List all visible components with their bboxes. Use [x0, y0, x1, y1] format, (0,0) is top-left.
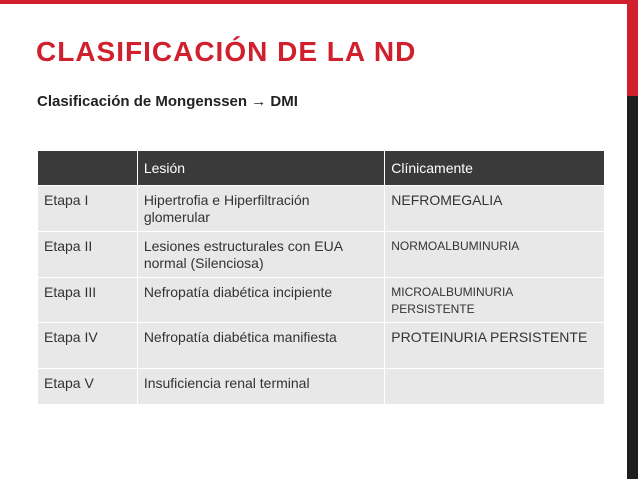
table-row — [38, 232, 605, 278]
cell-lesion: Insuficiencia renal terminal — [137, 369, 384, 405]
cell-clinical: MICROALBUMINURIA PERSISTENTE — [385, 278, 605, 323]
cell-stage: Etapa II — [38, 232, 138, 278]
table-row — [38, 369, 605, 405]
table-row — [38, 323, 605, 369]
cell-lesion: Hipertrofia e Hiperfiltración glomerular — [137, 186, 384, 232]
cell-lesion: Nefropatía diabética manifiesta — [137, 323, 384, 369]
cell-lesion: Lesiones estructurales con EUA normal (Silenciosa) — [137, 232, 384, 278]
cell-stage: Etapa V — [38, 369, 138, 405]
table-header-row — [38, 151, 605, 186]
cell-clinical: PROTEINURIA PERSISTENTE — [385, 323, 605, 369]
top-accent-border — [0, 0, 638, 4]
cell-stage: Etapa IV — [38, 323, 138, 369]
cell-clinical: NEFROMEGALIA — [385, 186, 605, 232]
table-row — [38, 278, 605, 323]
right-side-bar-accent — [627, 0, 638, 96]
cell-stage: Etapa I — [38, 186, 138, 232]
cell-stage: Etapa III — [38, 278, 138, 323]
header-lesion: Lesión — [137, 151, 384, 186]
cell-clinical: NORMOALBUMINURIA — [385, 232, 605, 278]
cell-lesion: Nefropatía diabética incipiente — [137, 278, 384, 323]
slide-title: CLASIFICACIÓN DE LA ND — [36, 36, 417, 67]
table-row — [38, 186, 605, 232]
slide-subtitle: Clasificación de Mongenssen → DMI — [37, 93, 298, 110]
header-stage — [38, 151, 138, 186]
header-clinical: Clínicamente — [385, 151, 605, 186]
cell-clinical — [385, 369, 605, 405]
classification-table — [37, 150, 605, 405]
